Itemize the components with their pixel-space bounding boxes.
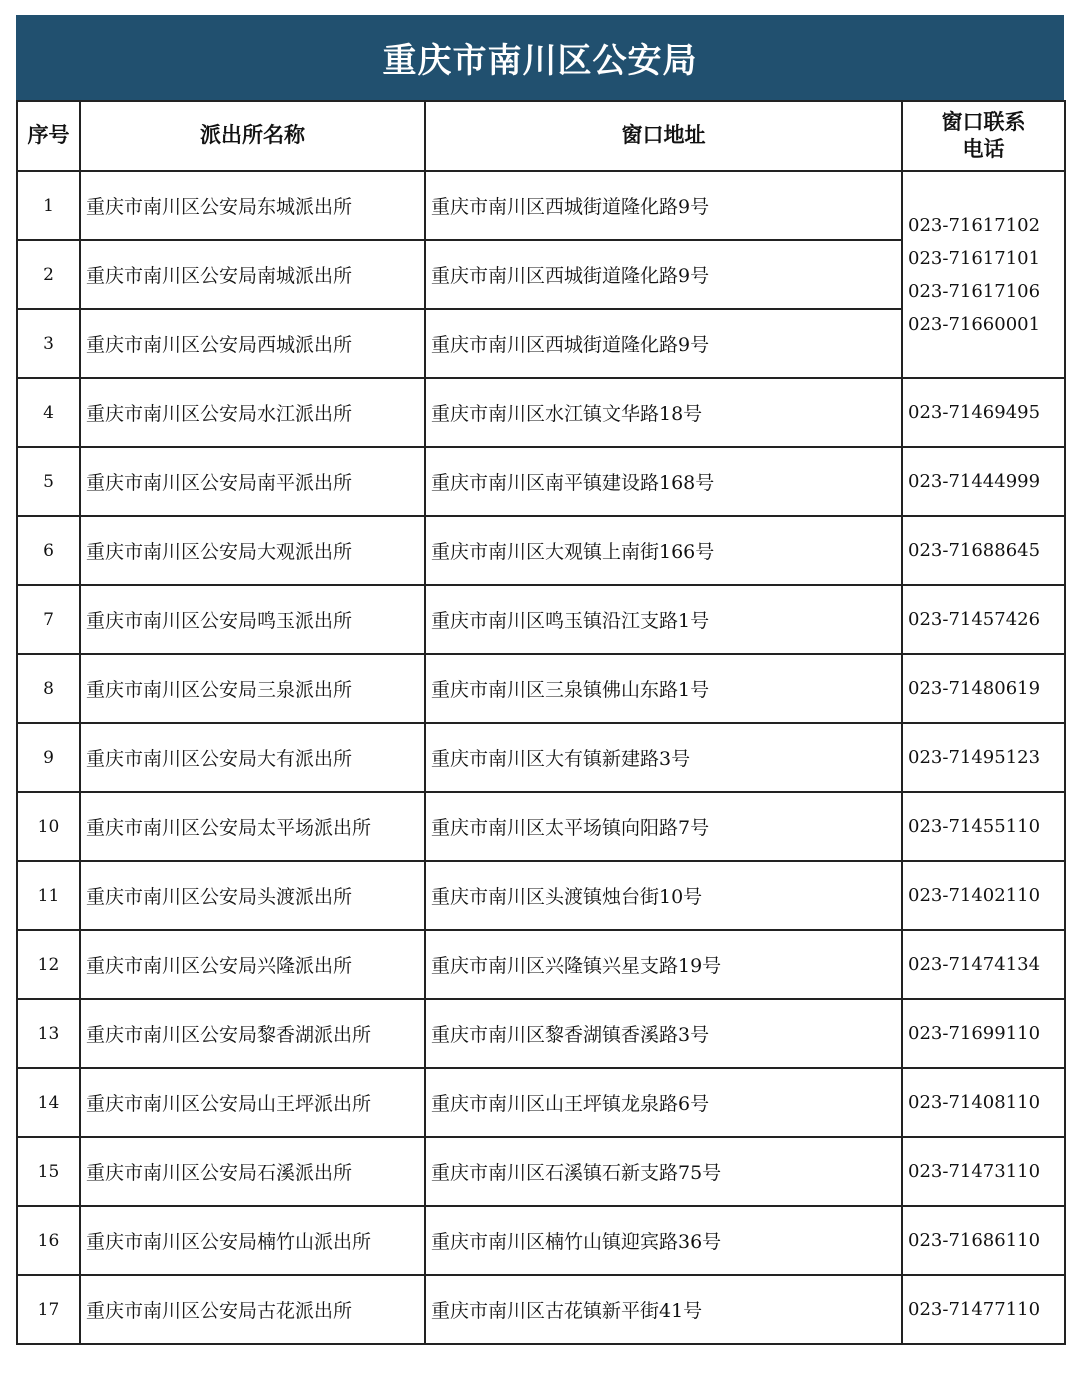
table-row bbox=[17, 654, 1065, 723]
phone-number: 023-71455110 bbox=[902, 792, 1065, 861]
window-address: 重庆市南川区西城街道隆化路9号 bbox=[425, 309, 902, 378]
station-name: 重庆市南川区公安局楠竹山派出所 bbox=[80, 1206, 425, 1275]
station-name: 重庆市南川区公安局三泉派出所 bbox=[80, 654, 425, 723]
phone-number: 023-71408110 bbox=[902, 1068, 1065, 1137]
shared-phone-number: 023-71660001 bbox=[908, 313, 1041, 335]
table-row bbox=[17, 792, 1065, 861]
row-number: 4 bbox=[17, 378, 80, 447]
window-address: 重庆市南川区太平场镇向阳路7号 bbox=[425, 792, 902, 861]
phone-number: 023-71473110 bbox=[902, 1137, 1065, 1206]
table-row bbox=[17, 585, 1065, 654]
phone-number: 023-71688645 bbox=[902, 516, 1065, 585]
table-row bbox=[17, 999, 1065, 1068]
station-name: 重庆市南川区公安局黎香湖派出所 bbox=[80, 999, 425, 1068]
phone-number: 023-71686110 bbox=[902, 1206, 1065, 1275]
station-name: 重庆市南川区公安局山王坪派出所 bbox=[80, 1068, 425, 1137]
phone-number: 023-71469495 bbox=[902, 378, 1065, 447]
table-row bbox=[17, 861, 1065, 930]
table-row bbox=[17, 447, 1065, 516]
table-row bbox=[17, 1275, 1065, 1344]
table-row bbox=[17, 171, 1065, 240]
window-address: 重庆市南川区西城街道隆化路9号 bbox=[425, 171, 902, 240]
window-address: 重庆市南川区西城街道隆化路9号 bbox=[425, 240, 902, 309]
shared-phone-number: 023-71617101 bbox=[908, 247, 1041, 269]
station-name: 重庆市南川区公安局大有派出所 bbox=[80, 723, 425, 792]
phone-number: 023-71402110 bbox=[902, 861, 1065, 930]
phone-number: 023-71444999 bbox=[902, 447, 1065, 516]
window-address: 重庆市南川区大有镇新建路3号 bbox=[425, 723, 902, 792]
page-title: 重庆市南川区公安局 bbox=[16, 15, 1064, 100]
row-number: 13 bbox=[17, 999, 80, 1068]
row-number: 16 bbox=[17, 1206, 80, 1275]
window-address: 重庆市南川区山王坪镇龙泉路6号 bbox=[425, 1068, 902, 1137]
window-address: 重庆市南川区水江镇文华路18号 bbox=[425, 378, 902, 447]
row-number: 9 bbox=[17, 723, 80, 792]
header-phone bbox=[902, 101, 1065, 171]
phone-number: 023-71474134 bbox=[902, 930, 1065, 999]
table-row bbox=[17, 516, 1065, 585]
header-phone-line1: 窗口联系 bbox=[941, 109, 1026, 134]
station-name: 重庆市南川区公安局南城派出所 bbox=[80, 240, 425, 309]
window-address: 重庆市南川区兴隆镇兴星支路19号 bbox=[425, 930, 902, 999]
window-address: 重庆市南川区石溪镇石新支路75号 bbox=[425, 1137, 902, 1206]
row-number: 1 bbox=[17, 171, 80, 240]
phone-number: 023-71699110 bbox=[902, 999, 1065, 1068]
shared-phone-number: 023-71617102 bbox=[908, 214, 1041, 236]
row-number: 5 bbox=[17, 447, 80, 516]
station-name: 重庆市南川区公安局石溪派出所 bbox=[80, 1137, 425, 1206]
window-address: 重庆市南川区大观镇上南街166号 bbox=[425, 516, 902, 585]
row-number: 7 bbox=[17, 585, 80, 654]
window-address: 重庆市南川区头渡镇烛台街10号 bbox=[425, 861, 902, 930]
table-row bbox=[17, 930, 1065, 999]
header-name: 派出所名称 bbox=[80, 101, 425, 171]
row-number: 11 bbox=[17, 861, 80, 930]
header-no: 序号 bbox=[17, 101, 80, 171]
phone-number: 023-71480619 bbox=[902, 654, 1065, 723]
row-number: 2 bbox=[17, 240, 80, 309]
window-address: 重庆市南川区黎香湖镇香溪路3号 bbox=[425, 999, 902, 1068]
header-phone-line2: 电话 bbox=[962, 137, 1005, 161]
row-number: 3 bbox=[17, 309, 80, 378]
window-address: 重庆市南川区楠竹山镇迎宾路36号 bbox=[425, 1206, 902, 1275]
row-number: 10 bbox=[17, 792, 80, 861]
row-number: 12 bbox=[17, 930, 80, 999]
header-address: 窗口地址 bbox=[425, 101, 902, 171]
station-name: 重庆市南川区公安局古花派出所 bbox=[80, 1275, 425, 1344]
table-row bbox=[17, 378, 1065, 447]
row-number: 8 bbox=[17, 654, 80, 723]
row-number: 6 bbox=[17, 516, 80, 585]
window-address: 重庆市南川区古花镇新平街41号 bbox=[425, 1275, 902, 1344]
station-name: 重庆市南川区公安局东城派出所 bbox=[80, 171, 425, 240]
station-name: 重庆市南川区公安局头渡派出所 bbox=[80, 861, 425, 930]
shared-phone-cell bbox=[902, 171, 1065, 378]
row-number: 15 bbox=[17, 1137, 80, 1206]
phone-number: 023-71477110 bbox=[902, 1275, 1065, 1344]
phone-number: 023-71457426 bbox=[902, 585, 1065, 654]
station-name: 重庆市南川区公安局西城派出所 bbox=[80, 309, 425, 378]
row-number: 17 bbox=[17, 1275, 80, 1344]
phone-number: 023-71495123 bbox=[902, 723, 1065, 792]
station-name: 重庆市南川区公安局兴隆派出所 bbox=[80, 930, 425, 999]
station-name: 重庆市南川区公安局大观派出所 bbox=[80, 516, 425, 585]
row-number: 14 bbox=[17, 1068, 80, 1137]
shared-phone-number: 023-71617106 bbox=[908, 280, 1041, 302]
station-table bbox=[16, 100, 1066, 1345]
station-name: 重庆市南川区公安局水江派出所 bbox=[80, 378, 425, 447]
window-address: 重庆市南川区南平镇建设路168号 bbox=[425, 447, 902, 516]
header-row bbox=[17, 101, 1065, 171]
station-name: 重庆市南川区公安局太平场派出所 bbox=[80, 792, 425, 861]
police-station-directory bbox=[16, 15, 1064, 1345]
station-name: 重庆市南川区公安局南平派出所 bbox=[80, 447, 425, 516]
table-row bbox=[17, 1068, 1065, 1137]
table-row bbox=[17, 1206, 1065, 1275]
station-name: 重庆市南川区公安局鸣玉派出所 bbox=[80, 585, 425, 654]
table-row bbox=[17, 723, 1065, 792]
window-address: 重庆市南川区鸣玉镇沿江支路1号 bbox=[425, 585, 902, 654]
window-address: 重庆市南川区三泉镇佛山东路1号 bbox=[425, 654, 902, 723]
table-row bbox=[17, 1137, 1065, 1206]
